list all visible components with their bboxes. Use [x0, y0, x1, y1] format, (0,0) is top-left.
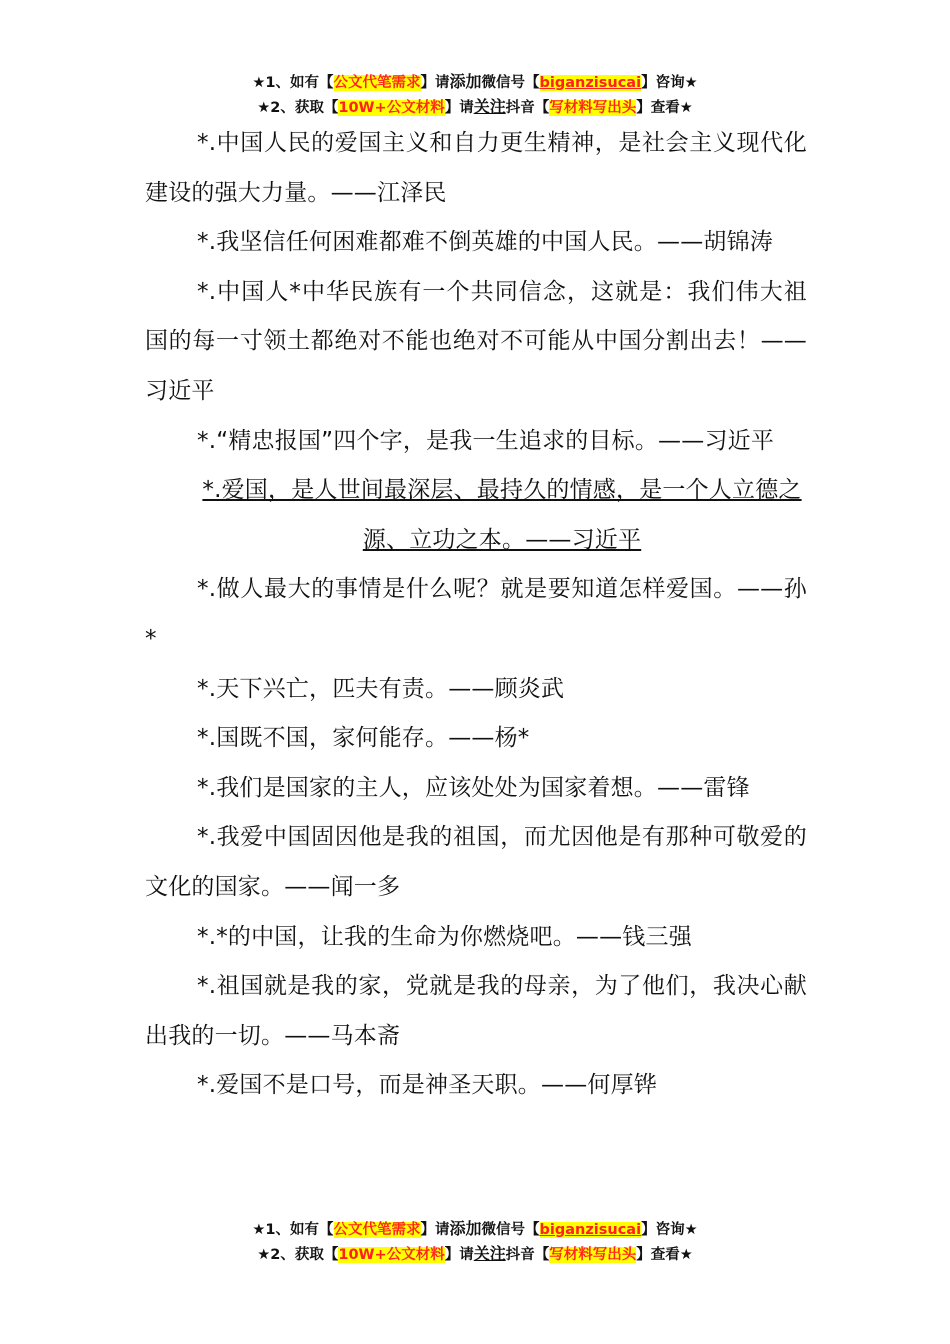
quote-paragraph: *.祖国就是我的家，党就是我的母亲，为了他们，我决心献出我的一切。——马本斋	[145, 973, 807, 1049]
quote-paragraph: *.我们是国家的主人，应该处处为国家着想。——雷锋	[197, 774, 750, 801]
douyin-account: 写材料写出头	[549, 100, 637, 116]
quote-paragraph: *.国既不国，家何能存。——杨*	[197, 725, 530, 752]
wechat-id: biganzisucai	[539, 75, 642, 91]
footer-banner	[0, 1217, 950, 1267]
quote-paragraph: *.我坚信任何困难都难不倒英雄的中国人民。——胡锦涛	[197, 229, 774, 256]
wechat-id: biganzisucai	[539, 1222, 642, 1238]
quote-paragraph-underlined: *.爱国，是人世间最深层、最持久的情感，是一个人立德之源、立功之本。——习近平	[202, 477, 802, 553]
douyin-account: 写材料写出头	[549, 1247, 637, 1263]
quote-paragraph: *.天下兴亡，匹夫有责。——顾炎武	[197, 675, 565, 702]
highlight-materials: 10W+公文材料	[338, 100, 445, 116]
quote-paragraph: *.中国人民的爱国主义和自力更生精神，是社会主义现代化建设的强大力量。——江泽民	[145, 130, 807, 206]
highlight-materials: 10W+公文材料	[338, 1247, 445, 1263]
quote-paragraph: *.我爱中国固因他是我的祖国，而尤因他是有那种可敬爱的文化的国家。——闻一多	[145, 824, 807, 900]
quote-paragraph: *.爱国不是口号，而是神圣天职。——何厚铧	[197, 1072, 658, 1099]
highlight-service: 公文代笔需求	[333, 1222, 421, 1238]
banner-line-2: ★2、获取【10W+公文材料】请关注抖音【写材料写出头】查看★	[257, 97, 693, 116]
banner-line-1: ★1、如有【公文代笔需求】请添加微信号【biganzisucai】咨询★	[252, 1219, 698, 1238]
quote-paragraph: *.中国人*中华民族有一个共同信念，这就是：我们伟大祖国的每一寸领土都绝对不能也绝对不可能从中国分割出去！——习近平	[145, 278, 807, 404]
highlight-service: 公文代笔需求	[333, 75, 421, 91]
banner-line-2: ★2、获取【10W+公文材料】请关注抖音【写材料写出头】查看★	[257, 1244, 693, 1263]
quote-paragraph: *.*的中国，让我的生命为你燃烧吧。——钱三强	[197, 923, 692, 950]
quote-list	[145, 119, 807, 1111]
banner-line-1: ★1、如有【公文代笔需求】请添加微信号【biganzisucai】咨询★	[252, 72, 698, 91]
quote-paragraph: *.做人最大的事情是什么呢？就是要知道怎样爱国。——孙*	[145, 576, 807, 652]
quote-paragraph: *.“精忠报国”四个字，是我一生追求的目标。——习近平	[197, 427, 775, 454]
header-banner	[0, 70, 950, 120]
